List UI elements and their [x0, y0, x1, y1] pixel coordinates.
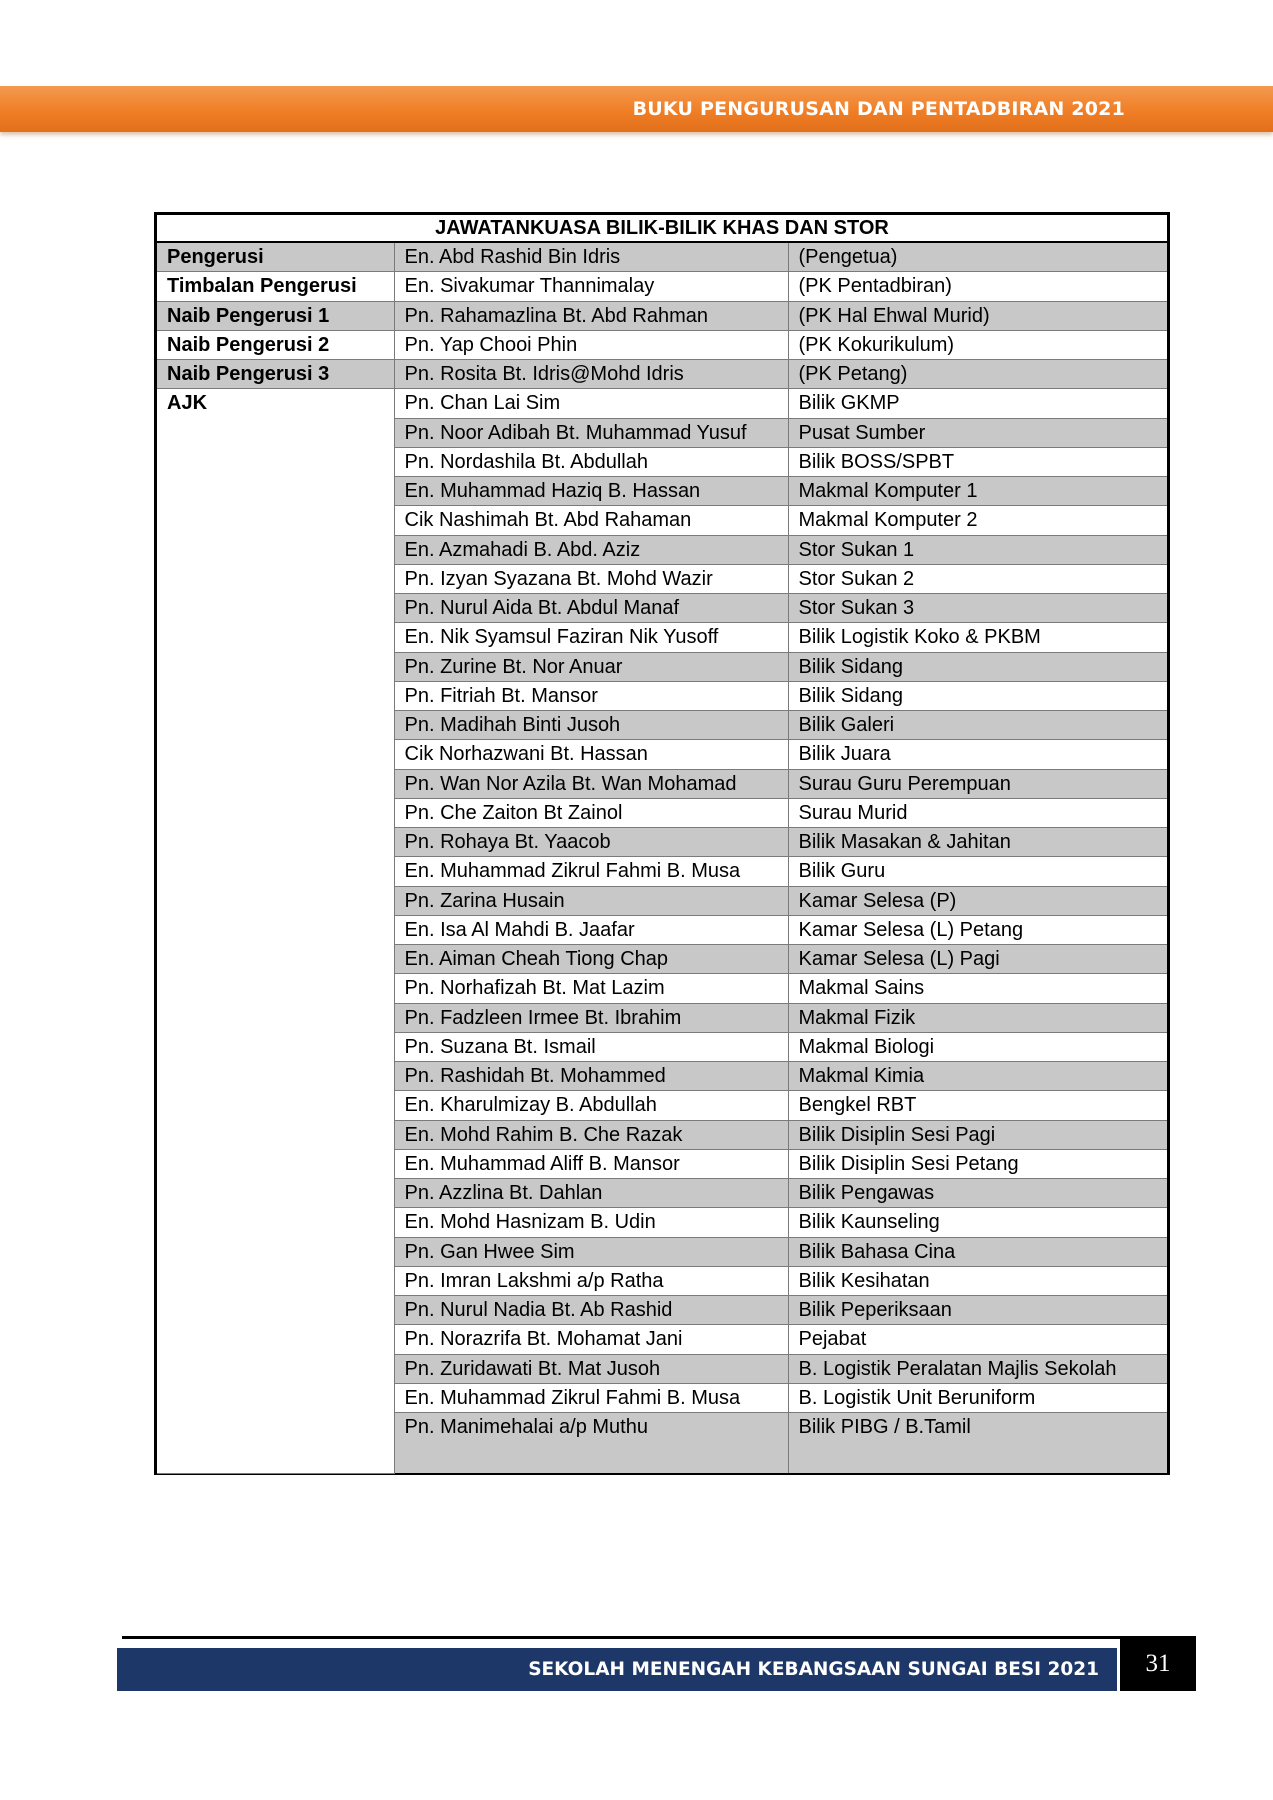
role-cell: Timbalan Pengerusi — [157, 272, 394, 301]
name-cell: Pn. Gan Hwee Sim — [394, 1237, 788, 1266]
page-number: 31 — [1120, 1636, 1196, 1691]
name-cell: En. Muhammad Haziq B. Hassan — [394, 477, 788, 506]
name-cell: En. Muhammad Zikrul Fahmi B. Musa — [394, 857, 788, 886]
name-cell: Pn. Nordashila Bt. Abdullah — [394, 447, 788, 476]
room-cell: Bilik Kesihatan — [788, 1266, 1167, 1295]
name-cell: Pn. Zarina Husain — [394, 886, 788, 915]
name-cell: Pn. Fadzleen Irmee Bt. Ibrahim — [394, 1003, 788, 1032]
table-row — [157, 301, 1167, 330]
footer-rule — [122, 1636, 1122, 1639]
room-cell: Stor Sukan 3 — [788, 594, 1167, 623]
role-cell: Naib Pengerusi 3 — [157, 360, 394, 389]
table-row — [157, 330, 1167, 359]
room-cell: Bilik Bahasa Cina — [788, 1237, 1167, 1266]
name-cell: Pn. Fitriah Bt. Mansor — [394, 681, 788, 710]
name-cell: Pn. Rashidah Bt. Mohammed — [394, 1062, 788, 1091]
name-cell: En. Muhammad Zikrul Fahmi B. Musa — [394, 1383, 788, 1412]
name-cell: Pn. Yap Chooi Phin — [394, 330, 788, 359]
name-cell: Pn. Izyan Syazana Bt. Mohd Wazir — [394, 564, 788, 593]
name-cell: Cik Nashimah Bt. Abd Rahaman — [394, 506, 788, 535]
name-cell: Pn. Che Zaiton Bt Zainol — [394, 798, 788, 827]
name-cell: En. Nik Syamsul Faziran Nik Yusoff — [394, 623, 788, 652]
name-cell: Pn. Manimehalai a/p Muthu — [394, 1413, 788, 1474]
room-cell: Bilik Juara — [788, 740, 1167, 769]
room-cell: Bengkel RBT — [788, 1091, 1167, 1120]
room-cell: Makmal Biologi — [788, 1032, 1167, 1061]
name-cell: Pn. Nurul Aida Bt. Abdul Manaf — [394, 594, 788, 623]
room-cell: Makmal Sains — [788, 974, 1167, 1003]
room-cell: Bilik Disiplin Sesi Petang — [788, 1149, 1167, 1178]
room-cell: Bilik Sidang — [788, 652, 1167, 681]
name-cell: Pn. Noor Adibah Bt. Muhammad Yusuf — [394, 418, 788, 447]
room-cell: Bilik Disiplin Sesi Pagi — [788, 1120, 1167, 1149]
position-cell: (PK Pentadbiran) — [788, 272, 1167, 301]
room-cell: Pusat Sumber — [788, 418, 1167, 447]
name-cell: Pn. Madihah Binti Jusoh — [394, 711, 788, 740]
name-cell: Pn. Suzana Bt. Ismail — [394, 1032, 788, 1061]
room-cell: Bilik Pengawas — [788, 1179, 1167, 1208]
position-cell: (PK Hal Ehwal Murid) — [788, 301, 1167, 330]
room-cell: Bilik GKMP — [788, 389, 1167, 418]
role-cell: Naib Pengerusi 2 — [157, 330, 394, 359]
name-cell: Pn. Zuridawati Bt. Mat Jusoh — [394, 1354, 788, 1383]
name-cell: Pn. Chan Lai Sim — [394, 389, 788, 418]
position-cell: (Pengetua) — [788, 242, 1167, 272]
name-cell: En. Sivakumar Thannimalay — [394, 272, 788, 301]
name-cell: En. Kharulmizay B. Abdullah — [394, 1091, 788, 1120]
position-cell: (PK Petang) — [788, 360, 1167, 389]
room-cell: Bilik Guru — [788, 857, 1167, 886]
name-cell: En. Azmahadi B. Abd. Aziz — [394, 535, 788, 564]
room-cell: Stor Sukan 1 — [788, 535, 1167, 564]
table-row — [157, 389, 1167, 418]
room-cell: Bilik BOSS/SPBT — [788, 447, 1167, 476]
name-cell: Pn. Rahamazlina Bt. Abd Rahman — [394, 301, 788, 330]
room-cell: B. Logistik Unit Beruniform — [788, 1383, 1167, 1412]
role-cell: Pengerusi — [157, 242, 394, 272]
name-cell: En. Aiman Cheah Tiong Chap — [394, 945, 788, 974]
room-cell: Bilik Kaunseling — [788, 1208, 1167, 1237]
committee-table — [154, 212, 1170, 1475]
name-cell: Pn. Imran Lakshmi a/p Ratha — [394, 1266, 788, 1295]
room-cell: Bilik Galeri — [788, 711, 1167, 740]
name-cell: Pn. Wan Nor Azila Bt. Wan Mohamad — [394, 769, 788, 798]
room-cell: Bilik Logistik Koko & PKBM — [788, 623, 1167, 652]
room-cell: Stor Sukan 2 — [788, 564, 1167, 593]
name-cell: Pn. Nurul Nadia Bt. Ab Rashid — [394, 1296, 788, 1325]
room-cell: Makmal Komputer 1 — [788, 477, 1167, 506]
name-cell: En. Abd Rashid Bin Idris — [394, 242, 788, 272]
room-cell: Bilik Sidang — [788, 681, 1167, 710]
school-name: SEKOLAH MENENGAH KEBANGSAAN SUNGAI BESI 2021 — [528, 1659, 1099, 1680]
room-cell: Makmal Kimia — [788, 1062, 1167, 1091]
name-cell: En. Isa Al Mahdi B. Jaafar — [394, 915, 788, 944]
room-cell: Kamar Selesa (P) — [788, 886, 1167, 915]
document-title: BUKU PENGURUSAN DAN PENTADBIRAN 2021 — [632, 98, 1125, 120]
table-row — [157, 360, 1167, 389]
room-cell: Bilik PIBG / B.Tamil — [788, 1413, 1167, 1474]
name-cell: Pn. Norhafizah Bt. Mat Lazim — [394, 974, 788, 1003]
position-cell: (PK Kokurikulum) — [788, 330, 1167, 359]
name-cell: Pn. Rohaya Bt. Yaacob — [394, 828, 788, 857]
room-cell: Pejabat — [788, 1325, 1167, 1354]
room-cell: Makmal Komputer 2 — [788, 506, 1167, 535]
name-cell: Pn. Zurine Bt. Nor Anuar — [394, 652, 788, 681]
ajk-label-cell: AJK — [157, 389, 394, 1473]
name-cell: Pn. Rosita Bt. Idris@Mohd Idris — [394, 360, 788, 389]
table-title: JAWATANKUASA BILIK-BILIK KHAS DAN STOR — [157, 215, 1167, 242]
header-band — [0, 86, 1273, 132]
name-cell: En. Mohd Rahim B. Che Razak — [394, 1120, 788, 1149]
name-cell: En. Mohd Hasnizam B. Udin — [394, 1208, 788, 1237]
room-cell: Bilik Masakan & Jahitan — [788, 828, 1167, 857]
table-row — [157, 272, 1167, 301]
room-cell: Bilik Peperiksaan — [788, 1296, 1167, 1325]
name-cell: En. Muhammad Aliff B. Mansor — [394, 1149, 788, 1178]
room-cell: B. Logistik Peralatan Majlis Sekolah — [788, 1354, 1167, 1383]
name-cell: Cik Norhazwani Bt. Hassan — [394, 740, 788, 769]
room-cell: Surau Guru Perempuan — [788, 769, 1167, 798]
name-cell: Pn. Azzlina Bt. Dahlan — [394, 1179, 788, 1208]
footer-band — [117, 1648, 1117, 1691]
role-cell: Naib Pengerusi 1 — [157, 301, 394, 330]
room-cell: Surau Murid — [788, 798, 1167, 827]
table-row — [157, 242, 1167, 272]
room-cell: Makmal Fizik — [788, 1003, 1167, 1032]
room-cell: Kamar Selesa (L) Petang — [788, 915, 1167, 944]
name-cell: Pn. Norazrifa Bt. Mohamat Jani — [394, 1325, 788, 1354]
room-cell: Kamar Selesa (L) Pagi — [788, 945, 1167, 974]
